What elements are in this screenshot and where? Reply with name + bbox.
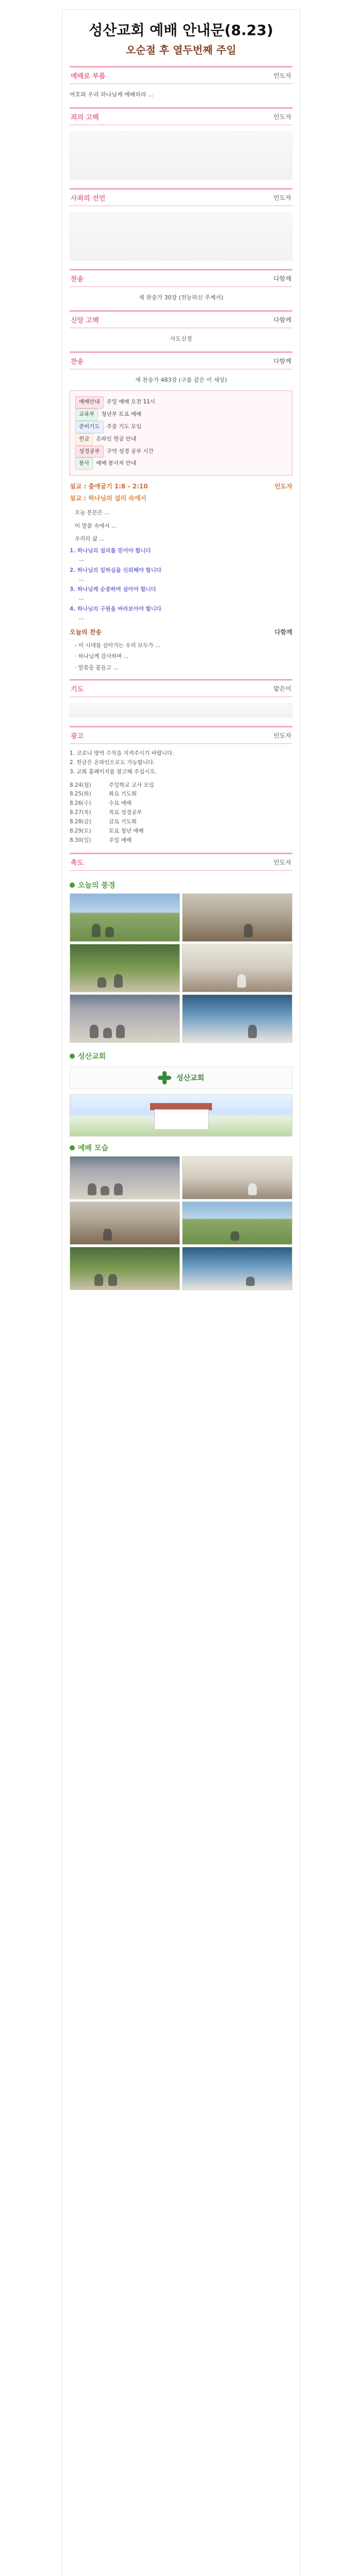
section-title: 축도 bbox=[71, 859, 84, 867]
section-title: 예배로 부름 bbox=[71, 73, 106, 80]
point-title: 3. 하나님께 순종하며 살아야 합니다 bbox=[70, 586, 156, 593]
order-line-3 bbox=[75, 421, 287, 433]
schedule-date: 8.30(일) bbox=[70, 837, 91, 843]
section-absolution bbox=[70, 188, 292, 206]
order-line-4 bbox=[75, 433, 287, 446]
notice-item: 1. 코로나 방역 수칙을 지켜주시기 바랍니다. bbox=[70, 750, 174, 757]
sermon-point-4 bbox=[62, 604, 300, 623]
praise-song: 세 찬송가 30장 (전능하신 주께서) bbox=[138, 294, 224, 301]
church-banner-image bbox=[70, 1094, 292, 1137]
photos-title: 오늘의 풍경 bbox=[78, 881, 116, 890]
point-text: ... bbox=[79, 614, 85, 621]
schedule-row bbox=[70, 781, 292, 790]
order-box bbox=[70, 391, 292, 476]
schedule-date: 8.27(목) bbox=[70, 809, 91, 816]
sermon-point-3 bbox=[62, 584, 300, 604]
photo bbox=[182, 893, 292, 942]
section-leader: 다함께 bbox=[273, 316, 291, 324]
sermon-subtitle: 설교 : 하나님의 섭리 속에서 bbox=[70, 495, 147, 502]
section-creed bbox=[70, 310, 292, 328]
call-to-worship-text: 여호와 우리 하나님께 예배하라 ... bbox=[70, 91, 154, 98]
order-label: 성경공부 bbox=[75, 446, 104, 458]
closing-hymn-header bbox=[62, 623, 300, 640]
schedule-event: 주일학교 교사 모임 bbox=[109, 782, 154, 788]
page-title: 성산교회 예배 안내문(8.23) bbox=[89, 22, 273, 39]
schedule-date: 8.26(수) bbox=[70, 800, 91, 807]
schedule-row bbox=[70, 827, 292, 836]
photo bbox=[70, 1201, 180, 1245]
section-title: 신앙 고백 bbox=[71, 317, 99, 325]
schedule-event: 화요 기도회 bbox=[109, 791, 137, 798]
section-hymn bbox=[70, 351, 292, 369]
photo bbox=[70, 944, 180, 992]
photo bbox=[70, 994, 180, 1043]
closing-bullet: · 하나님께 감사하며 ... bbox=[75, 653, 129, 660]
section-leader: 다함께 bbox=[273, 358, 291, 365]
photo bbox=[182, 944, 292, 992]
header bbox=[62, 10, 300, 61]
order-text: 주일 예배 오전 11시 bbox=[106, 399, 155, 405]
order-line-1 bbox=[75, 396, 287, 409]
point-text: ... bbox=[79, 595, 85, 602]
sermon-paragraph: 오늘 본문은 ... bbox=[75, 510, 110, 516]
section-prayer bbox=[70, 679, 292, 697]
section-praise bbox=[70, 269, 292, 287]
section-call-to-worship bbox=[70, 66, 292, 84]
section-leader: 다함께 bbox=[273, 275, 291, 283]
order-text: 주중 기도 모임 bbox=[106, 423, 142, 430]
order-label: 봉사 bbox=[75, 457, 93, 470]
section-title: 찬송 bbox=[71, 276, 84, 284]
section-title: 사죄의 선언 bbox=[71, 195, 106, 203]
sermon-header bbox=[62, 479, 300, 494]
photo-grid-2 bbox=[70, 1156, 292, 1290]
creed-text: 사도신경 bbox=[170, 335, 192, 343]
church-heading bbox=[70, 1051, 292, 1061]
photos-heading bbox=[70, 880, 292, 890]
section-leader: 인도자 bbox=[273, 113, 291, 121]
order-label: 헌금 bbox=[75, 433, 93, 446]
order-label: 준비기도 bbox=[75, 421, 104, 433]
sermon-leader: 인도자 bbox=[274, 483, 292, 490]
prayer-body bbox=[62, 700, 300, 721]
photo bbox=[182, 1156, 292, 1199]
photo-grid-1 bbox=[70, 893, 292, 1043]
content-frame bbox=[62, 9, 300, 2576]
church-heading-title: 성산교회 bbox=[78, 1052, 106, 1061]
worship-photos-title: 예배 모습 bbox=[78, 1144, 108, 1153]
schedule-row bbox=[70, 808, 292, 818]
closing-hymn-title: 오늘의 찬송 bbox=[70, 628, 102, 636]
schedule-row bbox=[70, 799, 292, 808]
schedule-list bbox=[62, 779, 300, 848]
photo bbox=[182, 1247, 292, 1290]
heading-dot-icon bbox=[70, 883, 75, 888]
schedule-event: 수요 예배 bbox=[109, 800, 132, 807]
schedule-row bbox=[70, 818, 292, 827]
logo-text: 성산교회 bbox=[176, 1074, 205, 1082]
order-text: 청년부 토요 예배 bbox=[101, 411, 142, 418]
photo bbox=[182, 1201, 292, 1245]
schedule-date: 8.25(화) bbox=[70, 791, 91, 798]
section-title: 기도 bbox=[71, 686, 84, 694]
cross-icon bbox=[158, 1071, 171, 1084]
schedule-row bbox=[70, 790, 292, 799]
schedule-date: 8.28(금) bbox=[70, 819, 91, 825]
schedule-event: 목요 성경공부 bbox=[109, 809, 142, 816]
schedule-event: 주일 예배 bbox=[109, 837, 132, 843]
schedule-date: 8.29(토) bbox=[70, 827, 91, 834]
order-text: 온라인 헌금 안내 bbox=[96, 435, 136, 442]
section-title: 찬송 bbox=[71, 358, 84, 366]
point-text: ... bbox=[79, 556, 85, 563]
section-news bbox=[70, 726, 292, 744]
confession-body bbox=[62, 128, 300, 183]
hymn-text: 새 찬송가 483장 (구름 같은 이 세상) bbox=[135, 377, 227, 384]
point-text: ... bbox=[79, 575, 85, 582]
photo bbox=[182, 994, 292, 1043]
closing-hymn-leader: 다함께 bbox=[274, 628, 292, 636]
notice-item: 3. 교회 홈페이지를 참고해 주십시오. bbox=[70, 768, 157, 775]
section-leader: 인도자 bbox=[273, 72, 291, 79]
photo bbox=[70, 1156, 180, 1199]
order-line-2 bbox=[75, 409, 287, 421]
page-subtitle: 오순절 후 열두번째 주일 bbox=[125, 44, 237, 56]
order-label: 교육부 bbox=[75, 409, 98, 421]
church-logo-box bbox=[70, 1066, 292, 1089]
sermon-point-2 bbox=[62, 565, 300, 585]
order-line-5 bbox=[75, 446, 287, 458]
section-leader: 인도자 bbox=[273, 732, 291, 740]
notice-item: 2. 헌금은 온라인으로도 가능합니다. bbox=[70, 759, 155, 766]
sermon-title: 설교 : 출애굽기 1:8 - 2:10 bbox=[70, 483, 148, 490]
closing-bullet: · 말씀을 붙들고 ... bbox=[75, 665, 119, 671]
point-title: 2. 하나님의 일하심을 신뢰해야 합니다 bbox=[70, 567, 162, 573]
schedule-event: 토요 청년 예배 bbox=[109, 827, 144, 834]
point-title: 1. 하나님의 섭리를 믿어야 합니다 bbox=[70, 548, 151, 554]
section-leader: 맡은이 bbox=[273, 685, 291, 693]
section-leader: 인도자 bbox=[273, 194, 291, 202]
sermon-point-1 bbox=[62, 546, 300, 565]
order-text: 구약 성경 공부 시간 bbox=[106, 448, 154, 454]
schedule-event: 금요 기도회 bbox=[109, 819, 137, 825]
section-blessing bbox=[70, 853, 292, 871]
closing-text: - 이 시대를 살아가는 우리 모두가 ... bbox=[75, 642, 160, 649]
worship-photos-heading bbox=[70, 1143, 292, 1153]
photo bbox=[70, 1247, 180, 1290]
section-confession bbox=[70, 107, 292, 125]
sermon-paragraph: 우리의 삶 ... bbox=[75, 535, 105, 542]
section-leader: 인도자 bbox=[273, 858, 291, 866]
section-title: 죄의 고백 bbox=[71, 114, 99, 122]
heading-dot-icon bbox=[70, 1145, 75, 1150]
section-title: 광고 bbox=[71, 733, 84, 741]
absolution-body bbox=[62, 209, 300, 264]
photo bbox=[70, 893, 180, 942]
sermon-paragraph: 이 말씀 속에서 ... bbox=[75, 522, 117, 529]
order-text: 예배 봉사자 안내 bbox=[96, 460, 136, 467]
point-title: 4. 하나님의 구원을 바라보아야 합니다 bbox=[70, 605, 162, 612]
schedule-date: 8.24(월) bbox=[70, 782, 91, 788]
notice-list bbox=[62, 747, 300, 779]
heading-dot-icon bbox=[70, 1054, 75, 1059]
order-label: 예배안내 bbox=[75, 396, 104, 409]
schedule-row bbox=[70, 836, 292, 845]
order-line-6 bbox=[75, 457, 287, 470]
